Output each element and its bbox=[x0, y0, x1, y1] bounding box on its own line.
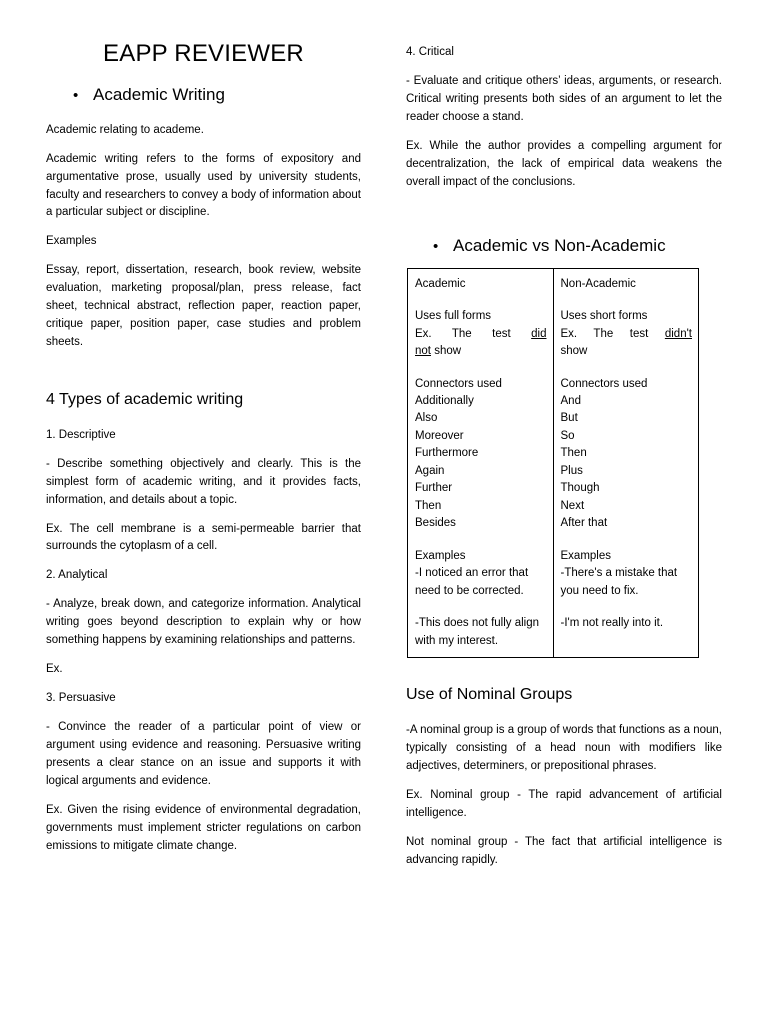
non-academic-connectors-label: Connectors used bbox=[560, 377, 648, 390]
academic-forms-example-line1: Ex. The test did bbox=[415, 327, 547, 340]
non-academic-forms-label: Uses short forms bbox=[560, 310, 648, 323]
academic-connectors-label: Connectors used bbox=[415, 377, 502, 390]
subheading-analytical: 2. Analytical bbox=[46, 569, 108, 582]
paragraph-analytical-description: - Analyze, break down, and categorize information. Analytical writing goes beyond description to explain why or how something happens by examining relationships and patterns. bbox=[46, 598, 361, 647]
paragraph-academic-definition: Academic relating to academe. bbox=[46, 123, 204, 136]
non-academic-example-item: -I'm not really into it. bbox=[560, 617, 664, 630]
non-academic-example-item: -There's a mistake that you need to fix. bbox=[560, 567, 681, 597]
underline-not: not bbox=[415, 345, 431, 358]
non-academic-connector-item: Plus bbox=[560, 464, 583, 477]
subheading-critical: 4. Critical bbox=[406, 46, 454, 58]
non-academic-connector-item: And bbox=[560, 395, 581, 407]
table-header-academic: Academic bbox=[415, 277, 466, 290]
paragraph-nominal-definition: -A nominal group is a group of words that functions as a noun, typically consisting of a head noun with modifiers like adjectives, determiners, or prepositional phrases. bbox=[406, 723, 722, 772]
academic-connector-item: Moreover bbox=[415, 429, 464, 442]
non-academic-connector-item: So bbox=[560, 429, 575, 442]
paragraph-persuasive-example: Ex. Given the rising evidence of environmental degradation, governments must implement stricter regulations on carbon emissions to mitigate climate change. bbox=[46, 803, 361, 852]
page-title: EAPP REVIEWER bbox=[103, 40, 304, 67]
table-header-non-academic: Non-Academic bbox=[560, 277, 636, 290]
heading-academic-vs-non-academic-label: Academic vs Non-Academic bbox=[453, 235, 666, 255]
heading-nominal-groups: Use of Nominal Groups bbox=[406, 686, 573, 704]
academic-connector-item: Additionally bbox=[415, 395, 474, 407]
right-column bbox=[406, 0, 722, 869]
underline-didnt: didn't bbox=[664, 327, 692, 340]
paragraph-not-nominal-example: Not nominal group - The fact that artificial intelligence is advancing rapidly. bbox=[406, 835, 722, 866]
paragraph-critical-example: Ex. While the author provides a compelling argument for decentralization, the lack of empirical data weakens the overall impact of the conclusions. bbox=[406, 139, 722, 188]
academic-connector-item: Then bbox=[415, 499, 442, 512]
academic-connector-item: Again bbox=[415, 464, 445, 477]
academic-examples-label: Examples bbox=[415, 549, 466, 562]
non-academic-connector-item: But bbox=[560, 412, 578, 425]
academic-connector-item: Besides bbox=[415, 517, 456, 530]
academic-forms-example-line2: not show bbox=[415, 345, 462, 358]
heading-four-types: 4 Types of academic writing bbox=[46, 391, 244, 408]
academic-example-item: -I noticed an error that need to be corrected. bbox=[415, 567, 532, 597]
heading-academic-writing bbox=[46, 84, 361, 106]
academic-connector-item: Further bbox=[415, 482, 453, 495]
bullet-icon: • bbox=[433, 237, 439, 255]
bullet-icon: • bbox=[73, 86, 79, 104]
paragraph-descriptive-description: - Describe something objectively and clearly. This is the simplest form of academic writing, and it provides facts, information, and details about a topic. bbox=[46, 457, 361, 506]
non-academic-connector-item: After that bbox=[560, 517, 608, 530]
academic-connector-item: Furthermore bbox=[415, 447, 479, 460]
academic-forms-label: Uses full forms bbox=[415, 310, 492, 323]
paragraph-descriptive-example: Ex. The cell membrane is a semi-permeable barrier that surrounds the cytoplasm of a cell. bbox=[46, 522, 361, 553]
heading-academic-writing-label: Academic Writing bbox=[93, 84, 225, 104]
left-column bbox=[46, 0, 361, 856]
academic-connector-item: Also bbox=[415, 412, 438, 425]
label-examples: Examples bbox=[46, 235, 97, 248]
underline-did: did bbox=[531, 327, 547, 340]
subheading-descriptive: 1. Descriptive bbox=[46, 428, 116, 441]
paragraph-nominal-example: Ex. Nominal group - The rapid advancement of artificial intelligence. bbox=[406, 788, 722, 819]
non-academic-forms-example-line1: Ex. The test didn't bbox=[560, 327, 692, 340]
paragraph-analytical-example: Ex. bbox=[46, 663, 63, 676]
non-academic-connector-item: Then bbox=[560, 447, 587, 460]
non-academic-forms-example-line2: show bbox=[560, 345, 588, 358]
non-academic-connector-item: Next bbox=[560, 499, 585, 512]
academic-example-item: -This does not fully align with my interest. bbox=[415, 617, 543, 647]
paragraph-persuasive-description: - Convince the reader of a particular point of view or argument using evidence and reasoning. Persuasive writing presents a clear stance on an issue and supports it with logical arguments and evidence. bbox=[46, 721, 361, 787]
table-cell-non-academic bbox=[553, 268, 699, 657]
non-academic-connector-item: Though bbox=[560, 482, 600, 495]
paragraph-academic-writing-description: Academic writing refers to the forms of expository and argumentative prose, usually used by university students, faculty and researchers to convey a body of information about a particular subject or discipline. bbox=[46, 152, 361, 219]
paragraph-examples-list: Essay, report, dissertation, research, book review, website evaluation, marketing proposal/plan, press release, fact sheet, technical abstract, reflection paper, reaction paper, critique paper, position paper, case studies and problem sheets. bbox=[46, 264, 361, 349]
academic-comparison-table bbox=[407, 268, 699, 658]
table-cell-academic bbox=[408, 268, 554, 657]
subheading-persuasive: 3. Persuasive bbox=[46, 692, 116, 705]
table-row bbox=[408, 268, 699, 657]
paragraph-critical-description: - Evaluate and critique others’ ideas, arguments, or research. Critical writing presents both sides of an argument to let the reader choose a stand. bbox=[406, 74, 722, 123]
non-academic-examples-label: Examples bbox=[560, 549, 611, 562]
heading-academic-vs-non-academic bbox=[406, 235, 722, 257]
